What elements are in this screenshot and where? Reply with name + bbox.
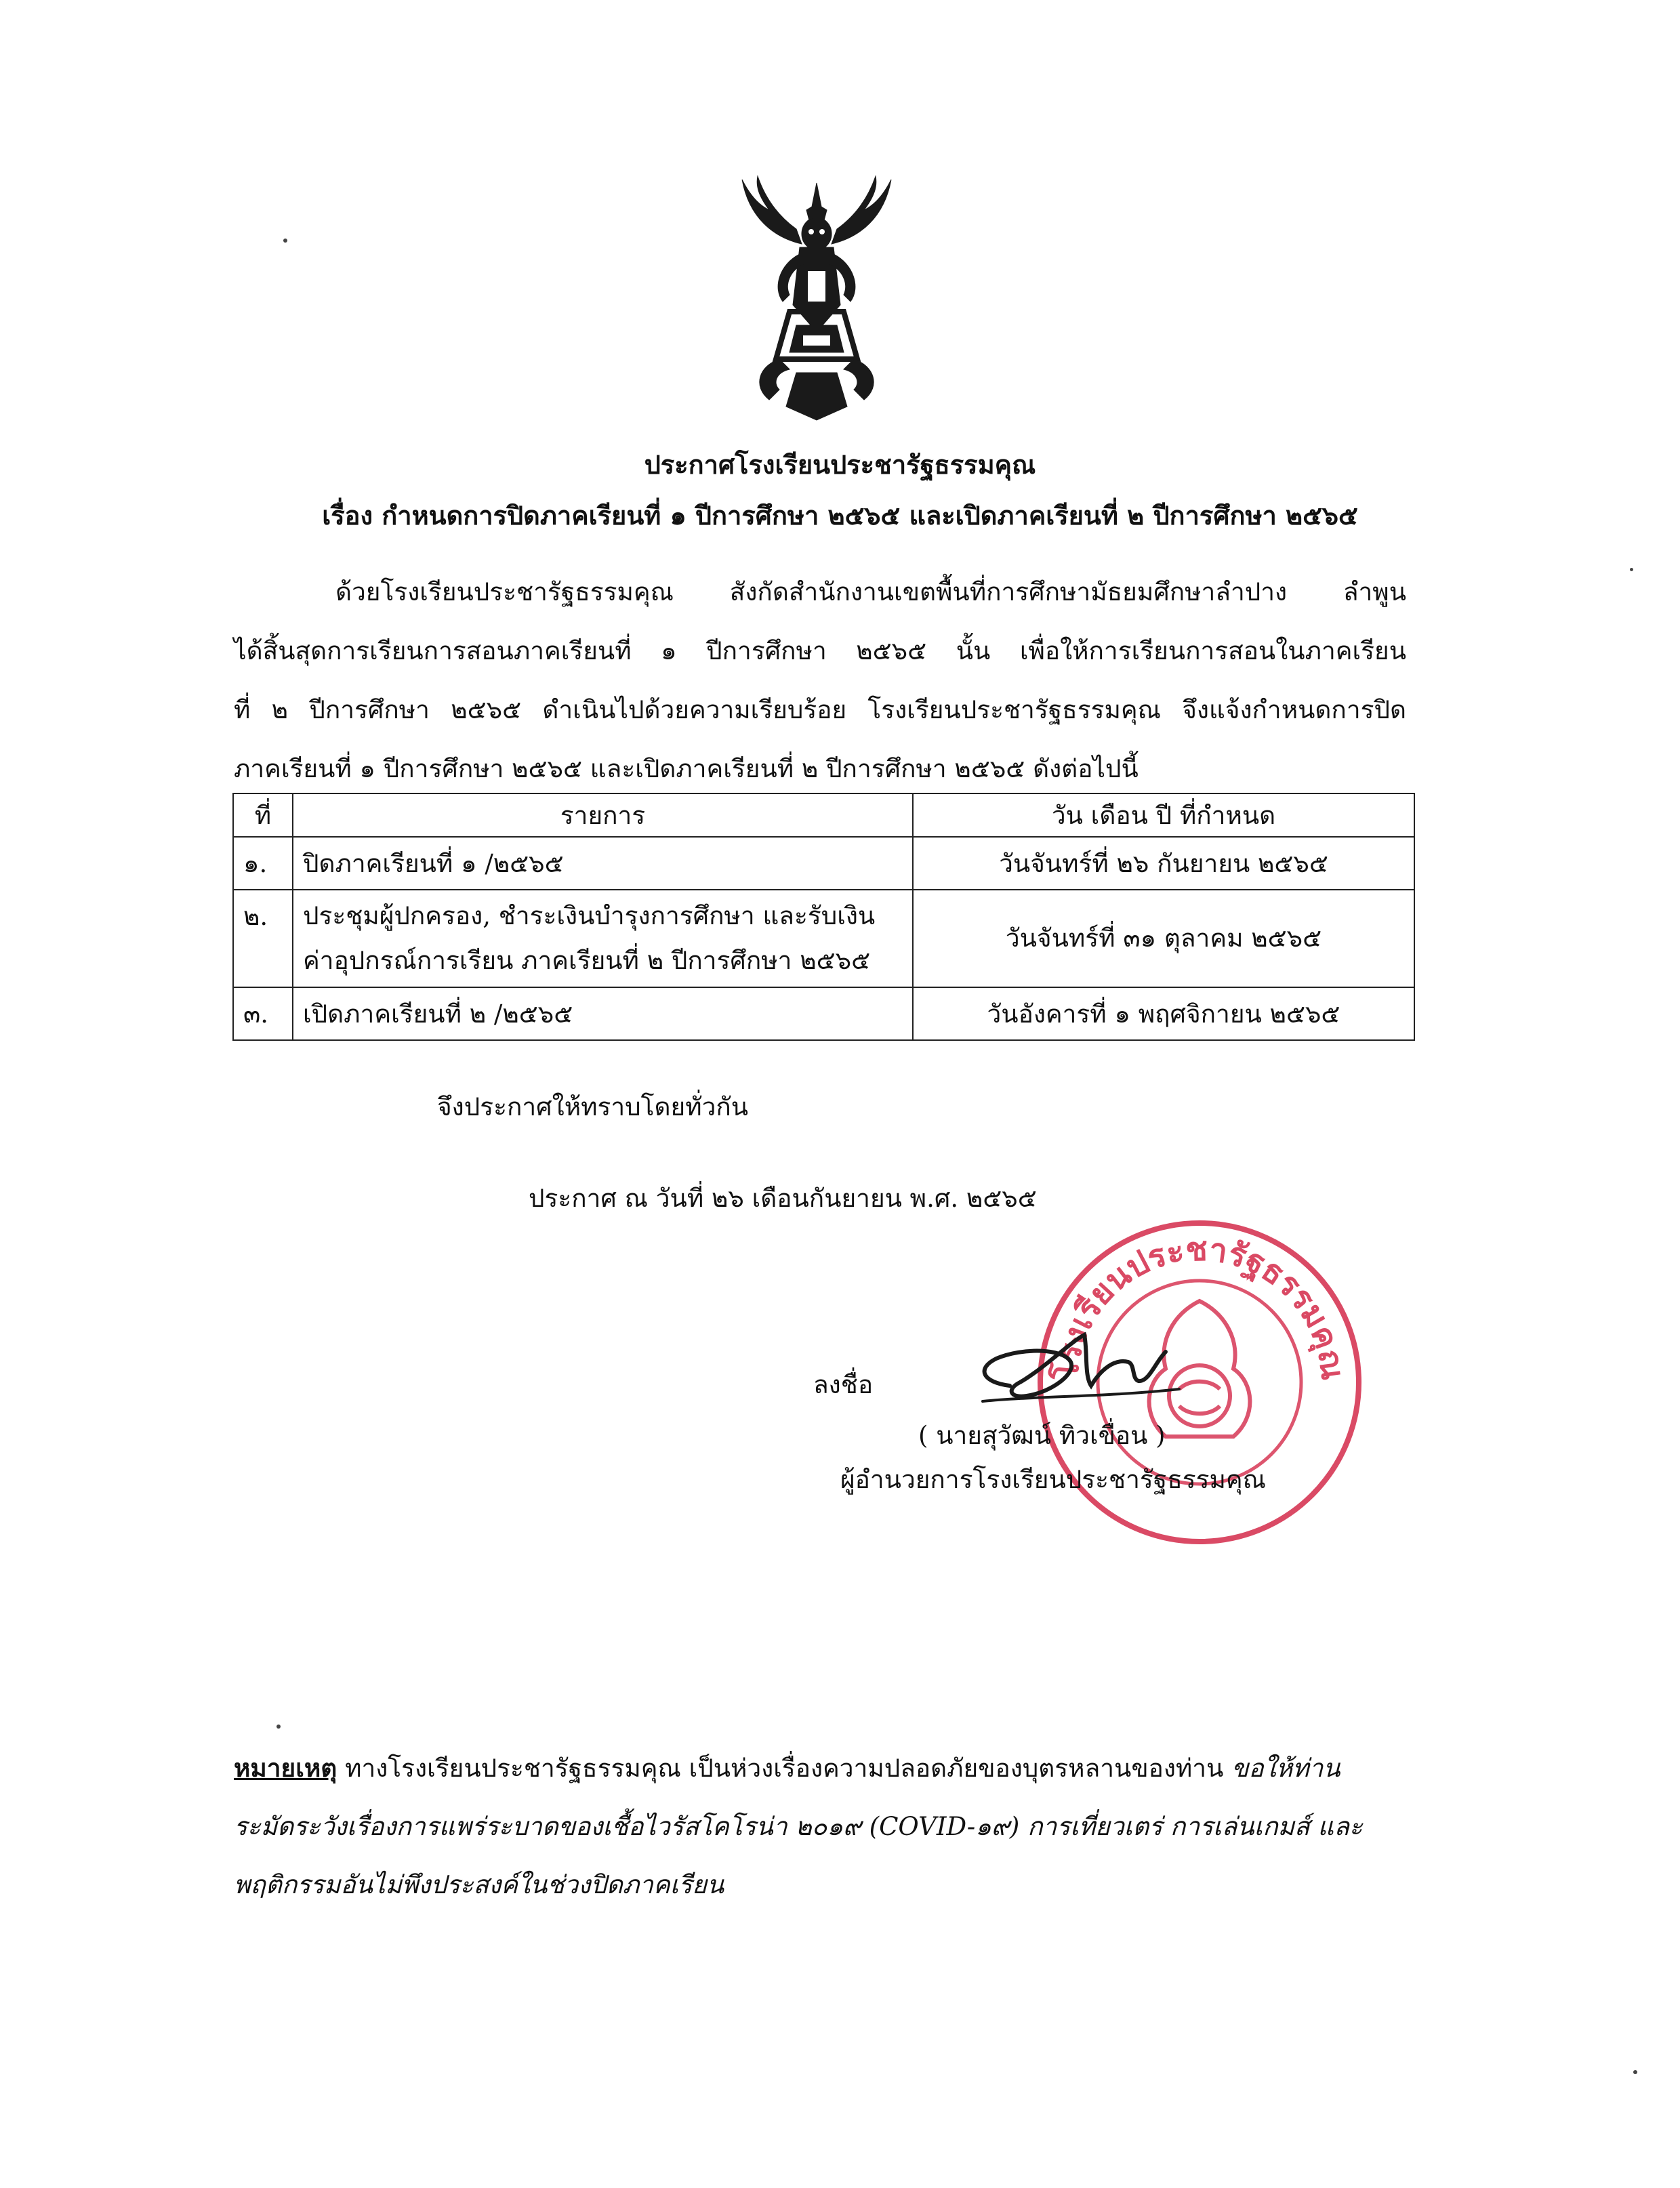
remark-section xyxy=(234,1748,1406,1923)
remark-text: ทางโรงเรียนประชารัฐธรรมคุณ เป็นห่วงเรื่องความปลอดภัยของบุตรหลานของท่าน xyxy=(337,1754,1232,1783)
intro-line: ภาคเรียนที่ ๑ ปีการศึกษา ๒๕๖๕ และเปิดภาคเรียนที่ ๒ ปีการศึกษา ๒๕๖๕ ดังต่อไปนี้ xyxy=(234,754,1139,783)
header-date: วัน เดือน ปี ที่กำหนด xyxy=(913,793,1414,837)
row-item: เปิดภาคเรียนที่ ๒ /๒๕๖๕ xyxy=(293,987,913,1040)
row-date: วันอังคารที่ ๑ พฤศจิกายน ๒๕๖๕ xyxy=(913,987,1414,1040)
announcement-date: ประกาศ ณ วันที่ ๒๖ เดือนกันยายน พ.ศ. ๒๕๖๕ xyxy=(529,1184,1037,1213)
row-number: ๒. xyxy=(233,890,293,987)
row-item xyxy=(293,890,913,987)
handwritten-signature xyxy=(969,1321,1193,1416)
announcement-subject: เรื่อง กำหนดการปิดภาคเรียนที่ ๑ ปีการศึกษา ๒๕๖๕ และเปิดภาคเรียนที่ ๒ ปีการศึกษา ๒๕๖๕ xyxy=(322,500,1358,531)
table-row xyxy=(233,890,1414,987)
sign-label: ลงชื่อ xyxy=(813,1370,874,1399)
header-item: รายการ xyxy=(293,793,913,837)
remark-line: ระมัดระวังเรื่องการแพร่ระบาดของเชื้อไวรัสโคโรน่า ๒๐๑๙ (COVID-๑๙) การเที่ยวเตร่ การเล่นเกมส์ และ xyxy=(234,1812,1363,1841)
remark-line xyxy=(234,1748,1406,1807)
table-header-row xyxy=(233,793,1414,837)
table-row xyxy=(233,837,1414,890)
table-row xyxy=(233,987,1414,1040)
row-date: วันจันทร์ที่ ๒๖ กันยายน ๒๕๖๕ xyxy=(913,837,1414,890)
scan-speck xyxy=(1633,2070,1637,2074)
remark-line: พฤติกรรมอันไม่พึงประสงค์ในช่วงปิดภาคเรียน xyxy=(234,1870,724,1899)
row-item: ปิดภาคเรียนที่ ๑ /๒๕๖๕ xyxy=(293,837,913,890)
row-number: ๓. xyxy=(233,987,293,1040)
row-number: ๑. xyxy=(233,837,293,890)
signer-name: ( นายสุวัฒน์ ทิวเขื่อน ) xyxy=(918,1421,1166,1450)
scan-speck xyxy=(1630,568,1633,571)
closing-statement: จึงประกาศให้ทราบโดยทั่วกัน xyxy=(437,1092,749,1121)
row-date: วันจันทร์ที่ ๓๑ ตุลาคม ๒๕๖๕ xyxy=(913,890,1414,987)
signer-position: ผู้อำนวยการโรงเรียนประชารัฐธรรมคุณ xyxy=(840,1465,1266,1494)
scan-speck xyxy=(283,239,287,243)
intro-paragraph xyxy=(234,576,1406,812)
intro-line: ได้สิ้นสุดการเรียนการสอนภาคเรียนที่ ๑ ปีการศึกษา ๒๕๖๕ นั้น เพื่อให้การเรียนการสอนในภาคเรียน xyxy=(234,636,1406,665)
intro-line: ที่ ๒ ปีการศึกษา ๒๕๖๕ ดำเนินไปด้วยความเรียบร้อย โรงเรียนประชารัฐธรรมคุณ จึงแจ้งกำหนดการปิด xyxy=(234,695,1406,724)
seal-text: โรงเรียนประชารัฐธรรมคุณ xyxy=(1047,1230,1352,1382)
scan-speck xyxy=(276,1725,281,1729)
garuda-emblem-icon xyxy=(732,169,901,427)
remark-label: หมายเหตุ xyxy=(234,1753,337,1783)
remark-emphasis: ขอให้ท่าน xyxy=(1231,1754,1340,1783)
row-item-line: ค่าอุปกรณ์การเรียน ภาคเรียนที่ ๒ ปีการศึกษา ๒๕๖๕ xyxy=(303,946,871,975)
row-item-line: ประชุมผู้ปกครอง, ชำระเงินบำรุงการศึกษา และรับเงิน xyxy=(303,901,876,930)
announcement-title: ประกาศโรงเรียนประชารัฐธรรมคุณ xyxy=(644,449,1036,480)
schedule-table xyxy=(232,793,1415,1041)
intro-line: ด้วยโรงเรียนประชารัฐธรรมคุณ สังกัดสำนักงานเขตพื้นที่การศึกษามัธยมศึกษาลำปาง ลำพูน xyxy=(335,577,1406,606)
header-no: ที่ xyxy=(233,793,293,837)
